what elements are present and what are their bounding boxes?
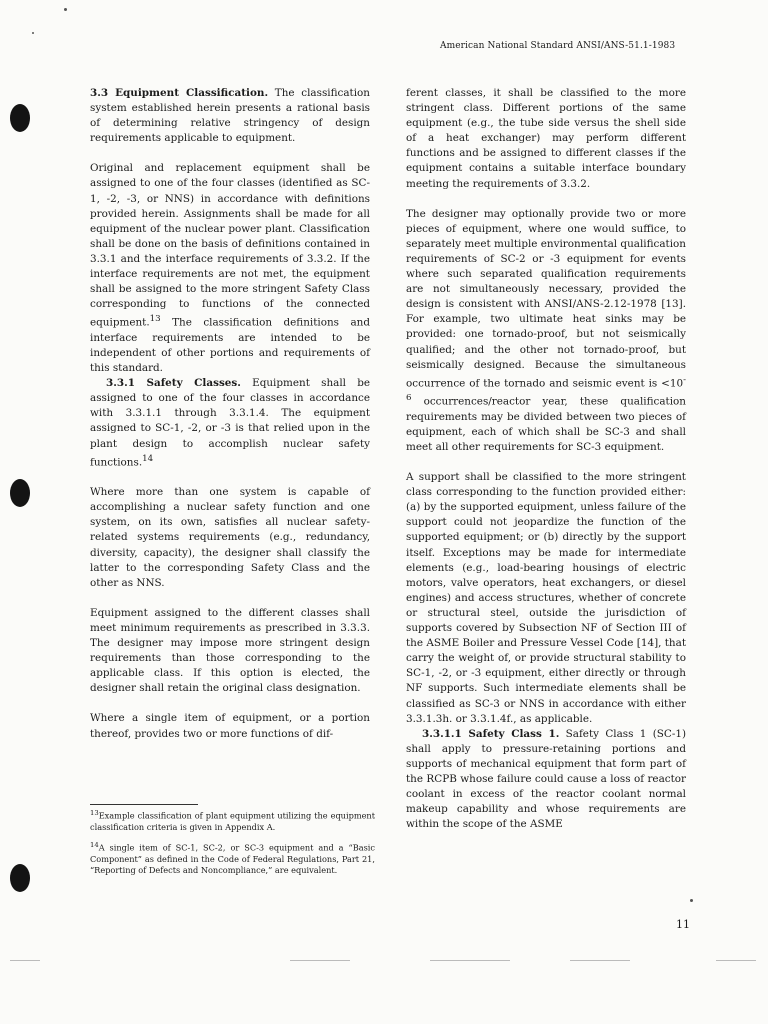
- paragraph-3-3-1: [90, 376, 370, 470]
- footnote-13: [90, 808, 375, 833]
- left-column: [90, 86, 370, 757]
- paragraph-3-3: [90, 86, 370, 146]
- paragraph-text: Equipment shall be assigned to one of the four classes in accordance with 3.3.1.1 through 3.3.1.4. The equipment assigned to SC-1, -2, or -3 is that relied upon in the plant design to accomplish nuclear safety functions.: [90, 377, 370, 469]
- scan-artifact-line: [570, 960, 630, 961]
- section-heading-3-3: 3.3 Equipment Classification.: [90, 87, 269, 99]
- footnote-14: [90, 840, 375, 876]
- scan-speck: [690, 899, 693, 902]
- scan-artifact-line: [290, 960, 350, 961]
- paragraph-text: The classification definitions and interface requirements are intended to be independent of other portions and requirements of this standard.: [90, 316, 370, 375]
- paragraph-class-requirements: Equipment assigned to the different classes shall meet minimum requirements as prescribed in 3.3.3. The designer may impose more stringent design requirements than those corresponding to the applicable class. If this option is elected, the designer shall retain the original class designation.: [90, 606, 370, 695]
- footnote-text: Example classification of plant equipment utilizing the equipment classification criteria is given in Appendix A.: [90, 810, 375, 832]
- scan-artifact-line: [10, 960, 40, 961]
- paragraph-text: The classification system established herein presents a rational basis of determining relative stringency of design requirements applicable to equipment.: [90, 87, 370, 145]
- footnote-rule: [90, 804, 198, 805]
- footnote-mark: 13: [90, 809, 99, 817]
- paragraph-multiple-systems: Where more than one system is capable of accomplishing a nuclear safety function and one system, on its own, satisfies all nuclear safety-related systems requirements (e.g., redundancy, diversity, capacity), the designer shall classify the latter to the corresponding Safety Class and the other as NNS.: [90, 486, 370, 589]
- footnote-mark: 14: [90, 841, 99, 850]
- paragraph-single-item: Where a single item of equipment, or a portion thereof, provides two or more functions of dif-: [90, 712, 370, 740]
- paragraph-text: occurrences/reactor year, these qualification requirements may be divided between two pieces of equipment, each of which shall be SC-3 and shall meet all other requirements for SC-3 equipment.: [406, 395, 686, 453]
- binder-hole: [10, 864, 30, 892]
- running-head: American National Standard ANSI/ANS-51.1-1983: [440, 41, 676, 51]
- scan-speck: [32, 32, 34, 34]
- scan-artifact-line: [716, 960, 756, 961]
- section-heading-3-3-1: 3.3.1 Safety Classes.: [106, 377, 241, 390]
- paragraph-supports: A support shall be classified to the more stringent class corresponding to the function provided either: (a) by the supported equipment, unless failure of the support could not jeopardize the function of the supported equipment; or (b) directly by the support itself. Exceptions may be made for intermediate elements (e.g., load-bearing housings of electric motors, valve operators, heat exchangers, or diesel engines) and access structures, whether of concrete or structural steel, outside the jurisdiction of supports covered by Subsection NF of Section III of the ASME Boiler and Pressure Vessel Code [14], that carry the weight of, or provide structural stability to SC-1, -2, or -3 equipment, either directly or through NF supports. Such intermediate elements shall be classified as SC-3 or NNS in accordance with either 3.3.1.3h. or 3.3.1.4f., as applicable.: [406, 471, 686, 725]
- paragraph-3-3-1-1: [406, 727, 686, 833]
- scan-artifact-line: [430, 960, 510, 961]
- paragraph-optional-equipment: [406, 207, 686, 455]
- paragraph-text: Original and replacement equipment shall be assigned to one of the four classes (identified as SC-1, -2, -3, or NNS) in accordance with definitions provided herein. Assignments shall be made for all equipment of the nuclear power plant. Classification shall be done on the basis of definitions contained in 3.3.1 and the interface requirements of 3.3.2. If the interface requirements are not met, the equipment shall be assigned to the more stringent Safety Class corresponding to functions of the connected equipment.: [90, 162, 370, 329]
- binder-hole: [10, 104, 30, 132]
- right-column: [406, 86, 686, 847]
- section-heading-3-3-1-1: 3.3.1.1 Safety Class 1.: [422, 727, 560, 740]
- page-number: 11: [676, 918, 690, 931]
- footnote-text: A single item of SC-1, SC-2, or SC-3 equipment and a “Basic Component” as defined in the Code of Federal Regulations, Part 21, “Reporting of Defects and Noncompliance,” are equivalent.: [90, 842, 375, 876]
- footnote-ref-13: 13: [149, 314, 161, 325]
- footnote-ref-14: 14: [142, 453, 154, 464]
- paragraph-text: The designer may optionally provide two or more pieces of equipment, where one would suffice, to separately meet multiple environmental qualification requirements of SC-2 or -3 equipment for events where such separated qualification requirements are not simultaneously necessary, provided the design is consistent with ANSI/ANS-2.12-1978 [13]. For example, two ultimate heat sinks may be provided: one tornado-proof, but not seismically qualified; and the other not tornado-proof, but seismically designed. Because the simultaneous occurrence of the tornado and seismic event is <10: [406, 207, 686, 390]
- paragraph-different-classes: ferent classes, it shall be classified to the more stringent class. Different portions of the same equipment (e.g., the tube side versus the shell side of a heat exchanger) may perform different functions and be assigned to different classes if the equipment contains a suitable interface boundary meeting the requirements of 3.3.2.: [406, 87, 686, 190]
- paragraph-text: Safety Class 1 (SC-1) shall apply to pressure-retaining portions and supports of mechanical equipment that form part of the RCPB whose failure could cause a loss of reactor coolant in excess of the reactor coolant normal makeup capability and whose requirements are within the scope of the ASME: [406, 727, 686, 831]
- footnotes: [90, 808, 375, 883]
- binder-hole: [10, 479, 30, 507]
- paragraph-assignment: [90, 161, 370, 376]
- exponent: -6: [406, 374, 686, 404]
- scan-speck: [64, 8, 67, 11]
